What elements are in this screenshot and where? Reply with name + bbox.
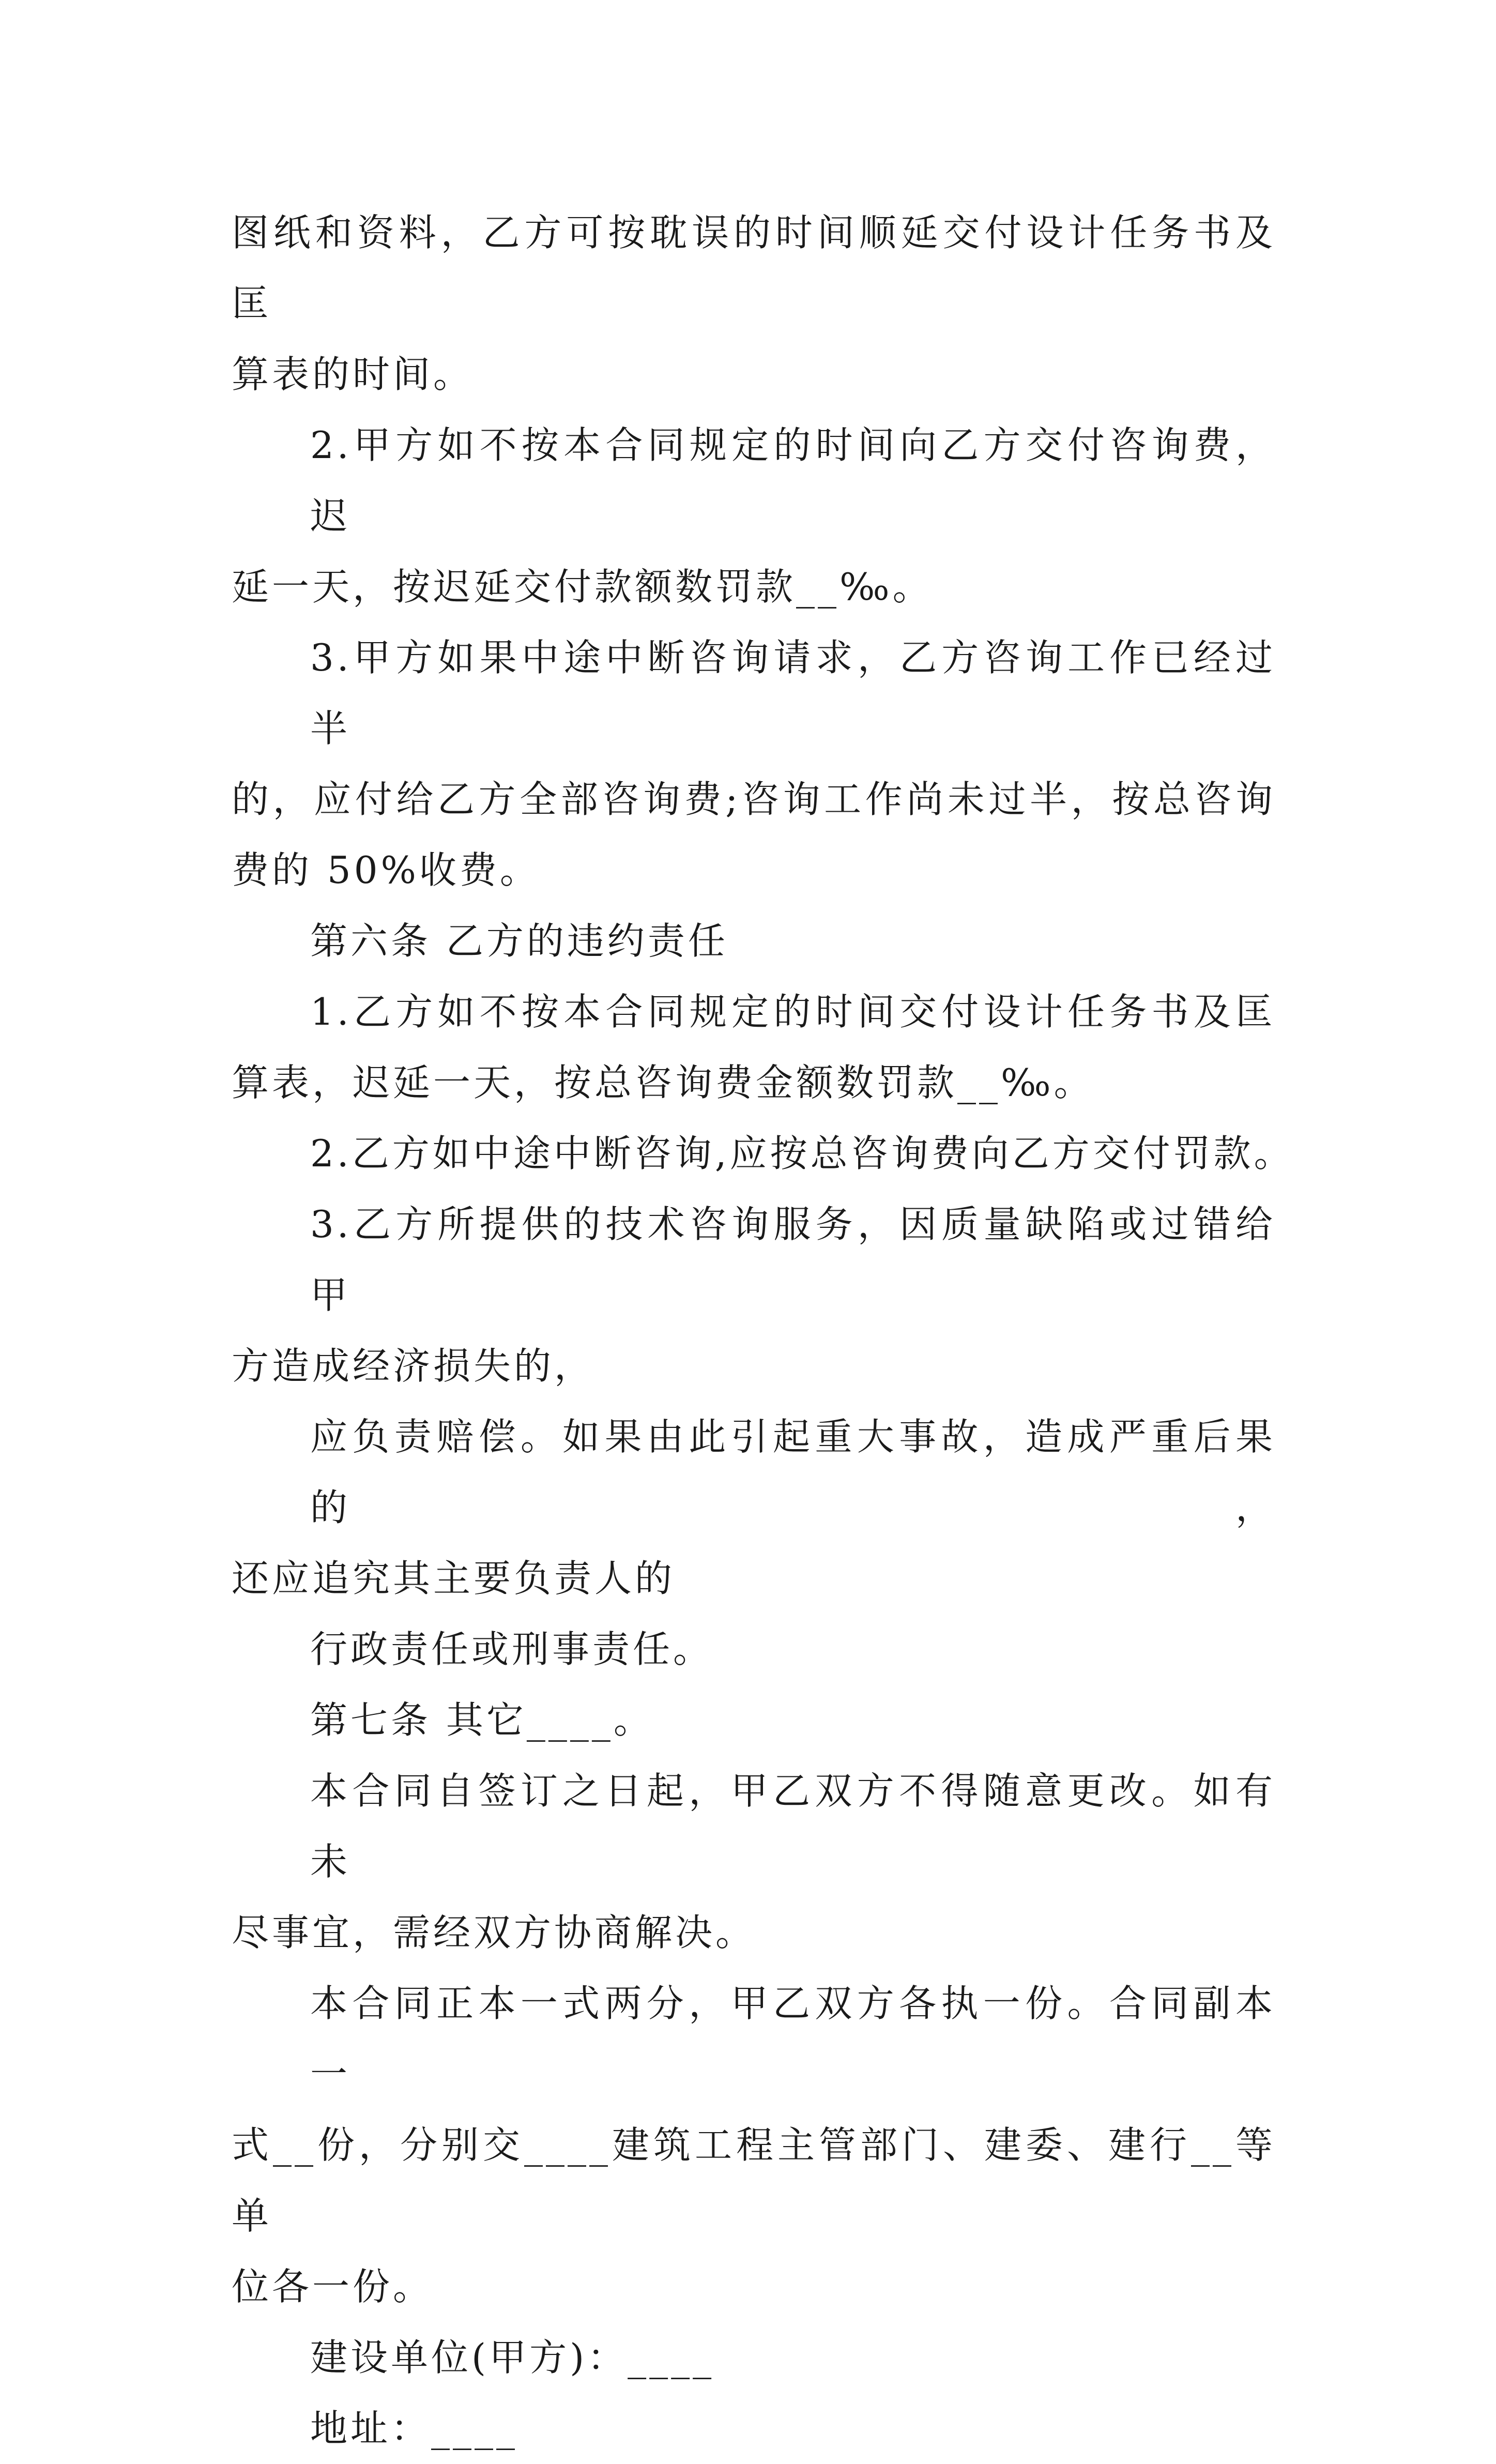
address-line: 地址：____ xyxy=(310,2407,518,2450)
article-7-heading: 第七条 其它____。 xyxy=(310,1698,654,1742)
text-line-20: 本合同正本一式两分，甲乙双方各执一份。合同副本一 xyxy=(310,1982,1276,2096)
text-line-15: 还应追究其主要负责人的 xyxy=(232,1557,676,1600)
party-a-signature-line: 建设单位(甲方)：____ xyxy=(310,2336,715,2379)
text-line-7: 费的 50%收费。 xyxy=(232,848,540,892)
text-line-19: 尽事宜，需经双方协商解决。 xyxy=(232,1911,756,1954)
text-line-3: 2.甲方如不按本合同规定的时间向乙方交付咨询费，迟 xyxy=(310,423,1276,538)
contract-text-body xyxy=(232,197,1294,2464)
text-line-10: 算表，迟延一天，按总咨询费金额数罚款__‰。 xyxy=(232,1061,1094,1104)
text-line-14: 应负责赔偿。如果由此引起重大事故，造成严重后果的， xyxy=(310,1415,1276,1529)
text-line-4: 延一天，按迟延交付款额数罚款__‰。 xyxy=(232,565,933,609)
text-line-21: 式__份，分别交____建筑工程主管部门、建委、建行__等单 xyxy=(232,2123,1276,2238)
text-line-22: 位各一份。 xyxy=(232,2265,434,2308)
text-line-12: 3.乙方所提供的技术咨询服务，因质量缺陷或过错给甲 xyxy=(310,1203,1276,1317)
text-line-5: 3.甲方如果中途中断咨询请求，乙方咨询工作已经过半 xyxy=(310,636,1276,750)
text-line-16: 行政责任或刑事责任。 xyxy=(310,1628,714,1671)
text-line-6: 的，应付给乙方全部咨询费;咨询工作尚未过半，按总咨询 xyxy=(232,778,1276,821)
text-line-9: 1.乙方如不按本合同规定的时间交付设计任务书及匡 xyxy=(310,990,1276,1033)
text-line-2: 算表的时间。 xyxy=(232,353,474,396)
text-line-1: 图纸和资料，乙方可按耽误的时间顺延交付设计任务书及匡 xyxy=(232,211,1276,325)
text-line-11: 2.乙方如中途中断咨询,应按总咨询费向乙方交付罚款。 xyxy=(310,1132,1294,1175)
text-line-13: 方造成经济损失的， xyxy=(232,1344,595,1388)
article-6-heading: 第六条 乙方的违约责任 xyxy=(310,919,728,963)
text-line-18: 本合同自签订之日起，甲乙双方不得随意更改。如有未 xyxy=(310,1769,1276,1883)
